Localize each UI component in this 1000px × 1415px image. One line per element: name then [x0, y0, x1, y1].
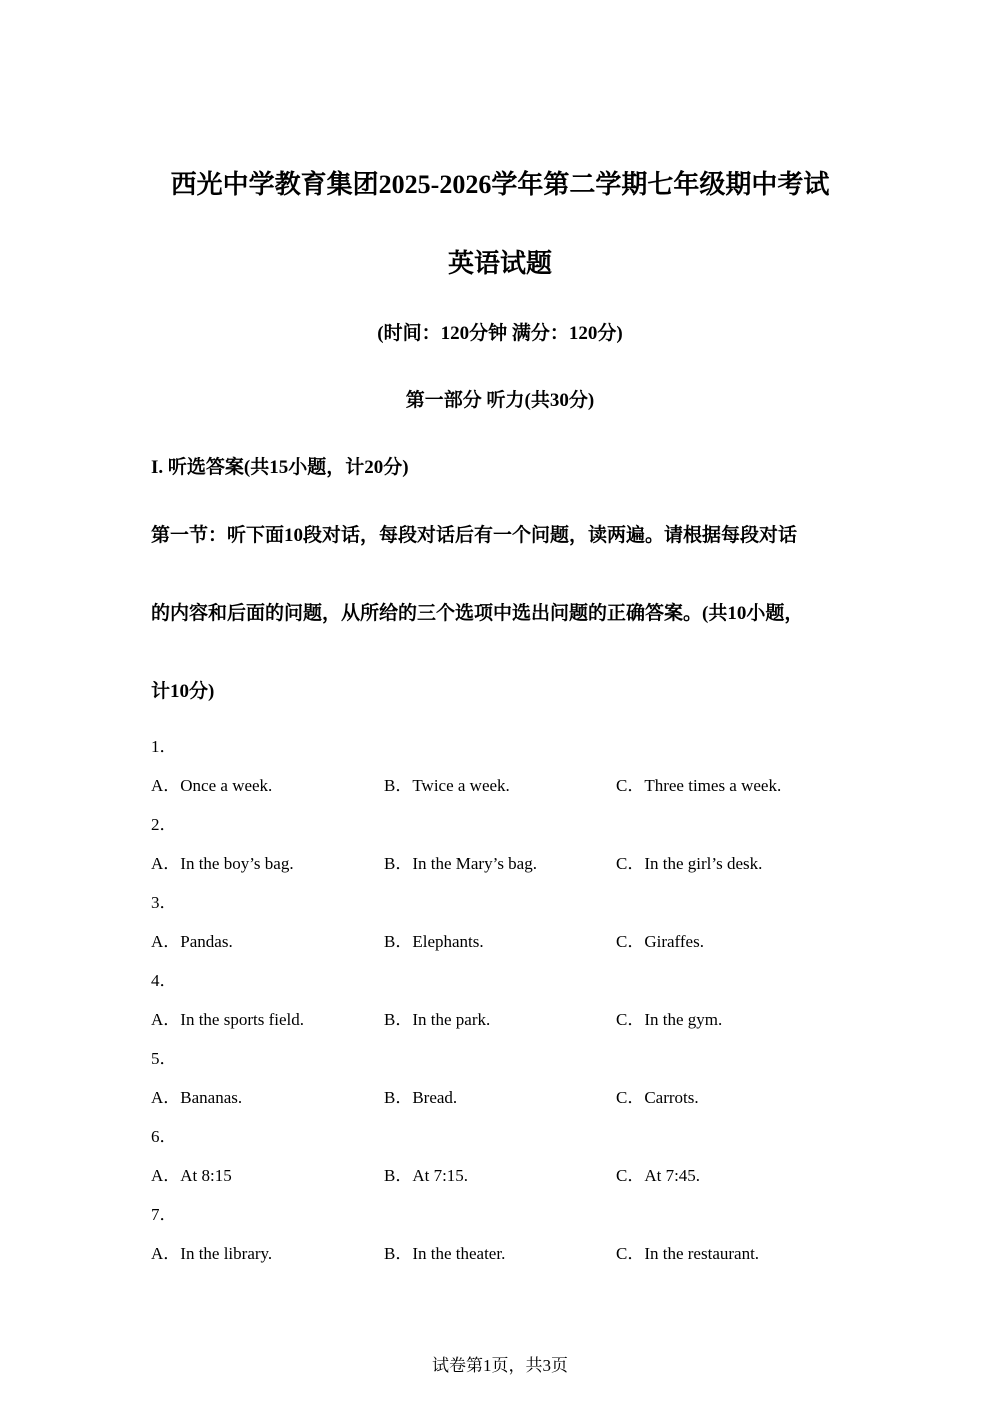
instruction-line: 的内容和后面的问题，从所给的三个选项中选出问题的正确答案。(共10小题，: [151, 603, 804, 624]
question-number: 7．: [151, 1205, 177, 1224]
question-number: 5．: [151, 1049, 177, 1068]
option-b: B．Twice a week.: [384, 776, 510, 795]
section-heading: I. 听选答案(共15小题，计20分): [151, 457, 409, 478]
exam-subject: 英语试题: [447, 249, 552, 278]
instruction-line: 计10分): [151, 681, 215, 702]
instruction-line: 第一节：听下面10段对话，每段对话后有一个问题，读两遍。请根据每段对话: [151, 525, 798, 546]
option-a: A．In the boy’s bag.: [151, 854, 294, 873]
option-c: C．Giraffes.: [616, 932, 704, 951]
option-c: C．At 7:45.: [616, 1166, 701, 1185]
option-c: C．In the gym.: [616, 1010, 723, 1029]
question-number: 1．: [151, 737, 177, 756]
option-b: B．At 7:15.: [384, 1166, 469, 1185]
option-a: A．In the library.: [151, 1244, 273, 1263]
option-a: A．Bananas.: [151, 1088, 243, 1107]
option-b: B．Elephants.: [384, 932, 484, 951]
option-c: C．Three times a week.: [616, 776, 782, 795]
option-a: A．In the sports field.: [151, 1010, 304, 1029]
option-b: B．In the Mary’s bag.: [384, 854, 537, 873]
option-b: B．In the theater.: [384, 1244, 506, 1263]
option-b: B．In the park.: [384, 1010, 491, 1029]
part-title: 第一部分 听力(共30分): [405, 390, 595, 411]
option-a: A．Pandas.: [151, 932, 233, 951]
option-c: C．Carrots.: [616, 1088, 699, 1107]
question-number: 3．: [151, 893, 177, 912]
exam-time-info: (时间：120分钟 满分：120分): [377, 323, 623, 344]
option-b: B．Bread.: [384, 1088, 458, 1107]
question-number: 2．: [151, 815, 177, 834]
question-number: 6．: [151, 1127, 177, 1146]
question-number: 4．: [151, 971, 177, 990]
option-c: C．In the restaurant.: [616, 1244, 760, 1263]
option-c: C．In the girl’s desk.: [616, 854, 763, 873]
exam-title: 西光中学教育集团2025-2026学年第二学期七年级期中考试: [170, 170, 830, 199]
option-a: A．Once a week.: [151, 776, 273, 795]
page-footer: 试卷第1页，共3页: [432, 1356, 568, 1375]
option-a: A．At 8:15: [151, 1166, 232, 1185]
